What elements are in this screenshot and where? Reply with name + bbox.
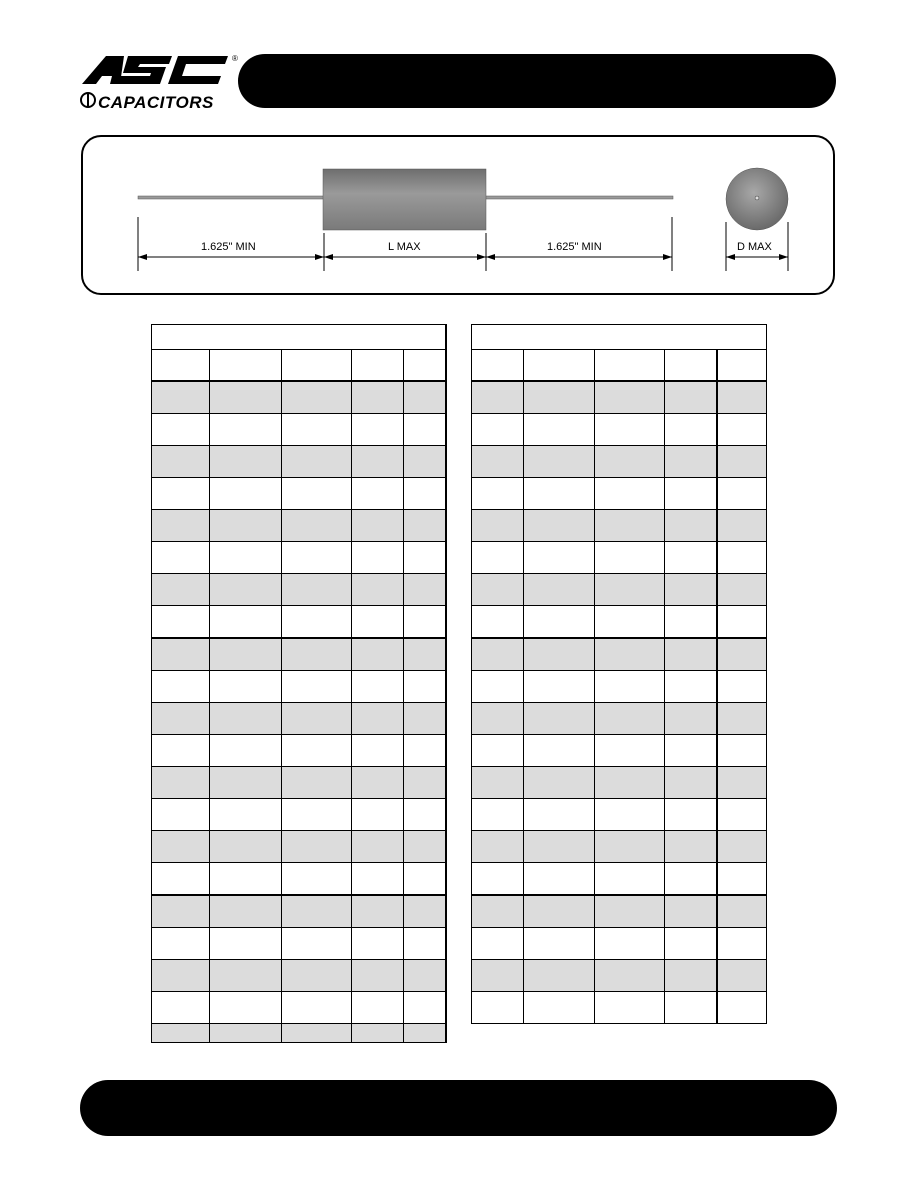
table-cell <box>282 350 352 382</box>
table-cell <box>472 606 524 639</box>
spec-table-right <box>471 324 767 1024</box>
table-cell <box>472 831 524 863</box>
table-cell <box>717 638 767 671</box>
table-cell <box>352 735 404 767</box>
table-cell <box>210 992 282 1024</box>
table-cell <box>152 831 210 863</box>
table-cell <box>282 960 352 992</box>
table-row <box>152 895 446 928</box>
table-cell <box>472 574 524 606</box>
table-cell <box>524 863 595 896</box>
table-row <box>152 831 446 863</box>
table-cell <box>282 799 352 831</box>
table-cell <box>282 446 352 478</box>
table-cell <box>404 671 446 703</box>
table-row <box>472 863 767 896</box>
table-cell <box>282 767 352 799</box>
table-cell <box>352 574 404 606</box>
table-cell <box>282 414 352 446</box>
table-row <box>152 446 446 478</box>
table-cell <box>282 671 352 703</box>
table-cell <box>595 510 665 542</box>
table-cell <box>717 574 767 606</box>
right-lead <box>485 196 673 199</box>
table-cell <box>404 960 446 992</box>
table-cell <box>404 831 446 863</box>
table-cell <box>152 703 210 735</box>
table-cell <box>352 831 404 863</box>
table-cell <box>152 414 210 446</box>
table-cell <box>404 895 446 928</box>
table-row <box>472 510 767 542</box>
table-cell <box>404 638 446 671</box>
table-cell <box>717 671 767 703</box>
table-cell <box>524 928 595 960</box>
table-cell <box>152 960 210 992</box>
table-cell <box>404 478 446 510</box>
asc-capacitors-logo <box>80 52 240 114</box>
table-cell <box>665 542 717 574</box>
table-cell <box>352 446 404 478</box>
table-cell <box>152 574 210 606</box>
table-cell <box>717 542 767 574</box>
table-cell <box>152 895 210 928</box>
table-cell <box>152 799 210 831</box>
table-row <box>472 542 767 574</box>
table-cell <box>352 478 404 510</box>
table-cell <box>210 542 282 574</box>
table-row <box>152 960 446 992</box>
table-cell <box>404 863 446 896</box>
table-cell <box>404 703 446 735</box>
table-cell <box>472 895 524 928</box>
table-row <box>472 767 767 799</box>
table-cell <box>524 381 595 414</box>
table-cell <box>152 767 210 799</box>
table-row <box>152 414 446 446</box>
table-cell <box>152 1024 210 1043</box>
svg-text:CAPACITORS: CAPACITORS <box>98 93 214 112</box>
table-cell <box>524 767 595 799</box>
table-cell <box>665 350 717 382</box>
table-cell <box>472 799 524 831</box>
table-cell <box>472 542 524 574</box>
table-cell <box>595 446 665 478</box>
table-cell <box>210 863 282 896</box>
table-cell <box>210 671 282 703</box>
table-cell <box>524 510 595 542</box>
table-cell <box>472 446 524 478</box>
table-cell <box>404 606 446 639</box>
table-row <box>472 606 767 639</box>
table-cell <box>665 992 717 1024</box>
table-cell <box>472 510 524 542</box>
table-cell <box>352 638 404 671</box>
table-row <box>152 478 446 510</box>
table-cell <box>404 767 446 799</box>
table-row <box>152 381 446 414</box>
table-cell <box>282 895 352 928</box>
table-cell <box>717 928 767 960</box>
table-cell <box>282 638 352 671</box>
table-row <box>472 638 767 671</box>
table-cell <box>595 478 665 510</box>
table-cell <box>595 895 665 928</box>
table-cell <box>210 638 282 671</box>
header-bar <box>238 54 836 108</box>
table-cell <box>152 606 210 639</box>
table-cell <box>352 381 404 414</box>
table-row <box>152 671 446 703</box>
table-cell <box>210 960 282 992</box>
footer-bar <box>80 1080 837 1136</box>
table-cell <box>152 542 210 574</box>
table-cell <box>282 863 352 896</box>
table-cell <box>524 574 595 606</box>
table-row <box>472 478 767 510</box>
table-cell <box>665 831 717 863</box>
table-cell <box>472 735 524 767</box>
table-cell <box>282 606 352 639</box>
table-cell <box>472 928 524 960</box>
body-length-dimension-label: L MAX <box>388 241 421 253</box>
table-cell <box>665 446 717 478</box>
table-cell <box>524 960 595 992</box>
table-cell <box>717 799 767 831</box>
table-cell <box>152 478 210 510</box>
table-cell <box>282 1024 352 1043</box>
table-cell <box>352 703 404 735</box>
table-cell <box>524 735 595 767</box>
table-cell <box>404 574 446 606</box>
table-row <box>152 703 446 735</box>
table-cell <box>472 381 524 414</box>
table-cell <box>352 542 404 574</box>
spec-table-left <box>151 324 447 1043</box>
table-cell <box>404 928 446 960</box>
table-cell <box>595 863 665 896</box>
table-cell <box>210 478 282 510</box>
table-cell <box>210 735 282 767</box>
table-cell <box>665 574 717 606</box>
table-cell <box>352 1024 404 1043</box>
table-cell <box>352 960 404 992</box>
svg-text:®: ® <box>232 54 238 63</box>
table-cell <box>352 895 404 928</box>
table-cell <box>472 325 767 350</box>
table-cell <box>152 735 210 767</box>
table-cell <box>282 542 352 574</box>
table-row <box>472 992 767 1024</box>
table-row <box>152 767 446 799</box>
table-cell <box>524 992 595 1024</box>
table-cell <box>717 350 767 382</box>
table-cell <box>595 381 665 414</box>
table-cell <box>152 381 210 414</box>
table-cell <box>595 638 665 671</box>
table-cell <box>717 735 767 767</box>
table-row <box>152 735 446 767</box>
table-cell <box>595 414 665 446</box>
table-cell <box>595 960 665 992</box>
table-cell <box>282 703 352 735</box>
table-cell <box>404 446 446 478</box>
table-cell <box>152 638 210 671</box>
table-cell <box>717 992 767 1024</box>
table-cell <box>717 831 767 863</box>
table-cell <box>210 350 282 382</box>
table-cell <box>472 638 524 671</box>
table-cell <box>717 895 767 928</box>
table-cell <box>524 703 595 735</box>
table-cell <box>595 992 665 1024</box>
table-cell <box>404 510 446 542</box>
table-row <box>152 928 446 960</box>
table-cell <box>717 478 767 510</box>
table-cell <box>210 446 282 478</box>
table-cell <box>665 606 717 639</box>
table-row <box>472 895 767 928</box>
table-cell <box>717 863 767 896</box>
table-cell <box>524 414 595 446</box>
table-cell <box>717 606 767 639</box>
table-row <box>152 542 446 574</box>
table-cell <box>210 831 282 863</box>
table-cell <box>717 960 767 992</box>
table-cell <box>152 992 210 1024</box>
table-cell <box>717 381 767 414</box>
table-row <box>152 606 446 639</box>
table-row <box>472 799 767 831</box>
capacitor-body <box>323 169 486 230</box>
table-cell <box>665 381 717 414</box>
table-row <box>152 992 446 1024</box>
table-cell <box>665 799 717 831</box>
table-cell <box>717 510 767 542</box>
table-cell <box>352 350 404 382</box>
table-cell <box>665 510 717 542</box>
table-cell <box>472 350 524 382</box>
table-cell <box>595 735 665 767</box>
table-cell <box>595 350 665 382</box>
table-header-row <box>152 350 446 382</box>
table-cell <box>472 960 524 992</box>
table-cell <box>524 542 595 574</box>
table-cell <box>282 735 352 767</box>
table-cell <box>404 992 446 1024</box>
table-caption-row <box>472 325 767 350</box>
table-cell <box>152 928 210 960</box>
table-cell <box>210 510 282 542</box>
table-cell <box>352 671 404 703</box>
table-cell <box>352 606 404 639</box>
table-cell <box>595 574 665 606</box>
table-cell <box>665 671 717 703</box>
table-cell <box>524 671 595 703</box>
table-cell <box>404 1024 446 1043</box>
table-cell <box>210 381 282 414</box>
table-cell <box>210 1024 282 1043</box>
table-cell <box>665 478 717 510</box>
table-cell <box>352 799 404 831</box>
table-row <box>472 414 767 446</box>
table-cell <box>152 325 446 350</box>
table-cell <box>472 992 524 1024</box>
table-cell <box>404 414 446 446</box>
table-cell <box>352 510 404 542</box>
table-cell <box>595 542 665 574</box>
table-row <box>472 671 767 703</box>
table-cell <box>282 381 352 414</box>
table-cell <box>665 767 717 799</box>
table-cell <box>524 350 595 382</box>
table-cell <box>282 478 352 510</box>
table-cell <box>524 478 595 510</box>
table-cell <box>717 767 767 799</box>
table-cell <box>210 574 282 606</box>
table-cell <box>524 895 595 928</box>
table-cell <box>472 478 524 510</box>
table-cell <box>352 767 404 799</box>
table-cell <box>282 992 352 1024</box>
table-cell <box>210 703 282 735</box>
table-cell <box>404 799 446 831</box>
table-cell <box>665 414 717 446</box>
table-cell <box>665 735 717 767</box>
table-cell <box>152 446 210 478</box>
table-cell <box>472 863 524 896</box>
table-cell <box>665 960 717 992</box>
table-cell <box>352 414 404 446</box>
table-cell <box>210 895 282 928</box>
table-cell <box>472 767 524 799</box>
table-row <box>472 928 767 960</box>
table-cell <box>152 671 210 703</box>
table-cell <box>665 928 717 960</box>
table-cell <box>524 446 595 478</box>
table-cell <box>595 831 665 863</box>
table-cell <box>152 863 210 896</box>
table-cell <box>352 928 404 960</box>
table-row <box>472 735 767 767</box>
table-cell <box>282 831 352 863</box>
table-cell <box>595 703 665 735</box>
diameter-dimension-label: D MAX <box>737 241 772 253</box>
table-row <box>472 831 767 863</box>
table-cell <box>152 350 210 382</box>
table-row <box>152 863 446 896</box>
table-cell <box>210 414 282 446</box>
lead-left-dimension-label: 1.625" MIN <box>201 241 256 253</box>
table-cell <box>472 703 524 735</box>
table-cell <box>210 928 282 960</box>
lead-right-dimension-label: 1.625" MIN <box>547 241 602 253</box>
table-row <box>472 381 767 414</box>
table-row <box>152 799 446 831</box>
table-row <box>152 1024 446 1043</box>
table-row <box>472 446 767 478</box>
table-cell <box>717 414 767 446</box>
table-cell <box>404 542 446 574</box>
table-cell <box>404 735 446 767</box>
table-caption-row <box>152 325 446 350</box>
table-row <box>472 703 767 735</box>
table-cell <box>665 895 717 928</box>
table-row <box>472 960 767 992</box>
left-lead <box>138 196 324 199</box>
table-cell <box>524 606 595 639</box>
table-cell <box>717 446 767 478</box>
table-cell <box>152 510 210 542</box>
table-cell <box>665 863 717 896</box>
table-row <box>472 574 767 606</box>
table-cell <box>595 928 665 960</box>
table-cell <box>595 606 665 639</box>
table-cell <box>524 799 595 831</box>
table-cell <box>210 606 282 639</box>
table-cell <box>472 671 524 703</box>
table-cell <box>404 350 446 382</box>
table-cell <box>282 574 352 606</box>
table-cell <box>717 703 767 735</box>
table-cell <box>524 831 595 863</box>
table-cell <box>595 799 665 831</box>
capacitor-dimension-diagram <box>81 135 835 295</box>
table-cell <box>595 767 665 799</box>
table-row <box>152 574 446 606</box>
table-cell <box>210 767 282 799</box>
table-cell <box>665 638 717 671</box>
table-row <box>152 510 446 542</box>
table-row <box>152 638 446 671</box>
table-cell <box>595 671 665 703</box>
table-cell <box>282 510 352 542</box>
table-cell <box>352 863 404 896</box>
table-cell <box>210 799 282 831</box>
table-cell <box>352 992 404 1024</box>
table-cell <box>524 638 595 671</box>
table-cell <box>404 381 446 414</box>
table-cell <box>665 703 717 735</box>
table-cell <box>472 414 524 446</box>
table-cell <box>282 928 352 960</box>
table-header-row <box>472 350 767 382</box>
